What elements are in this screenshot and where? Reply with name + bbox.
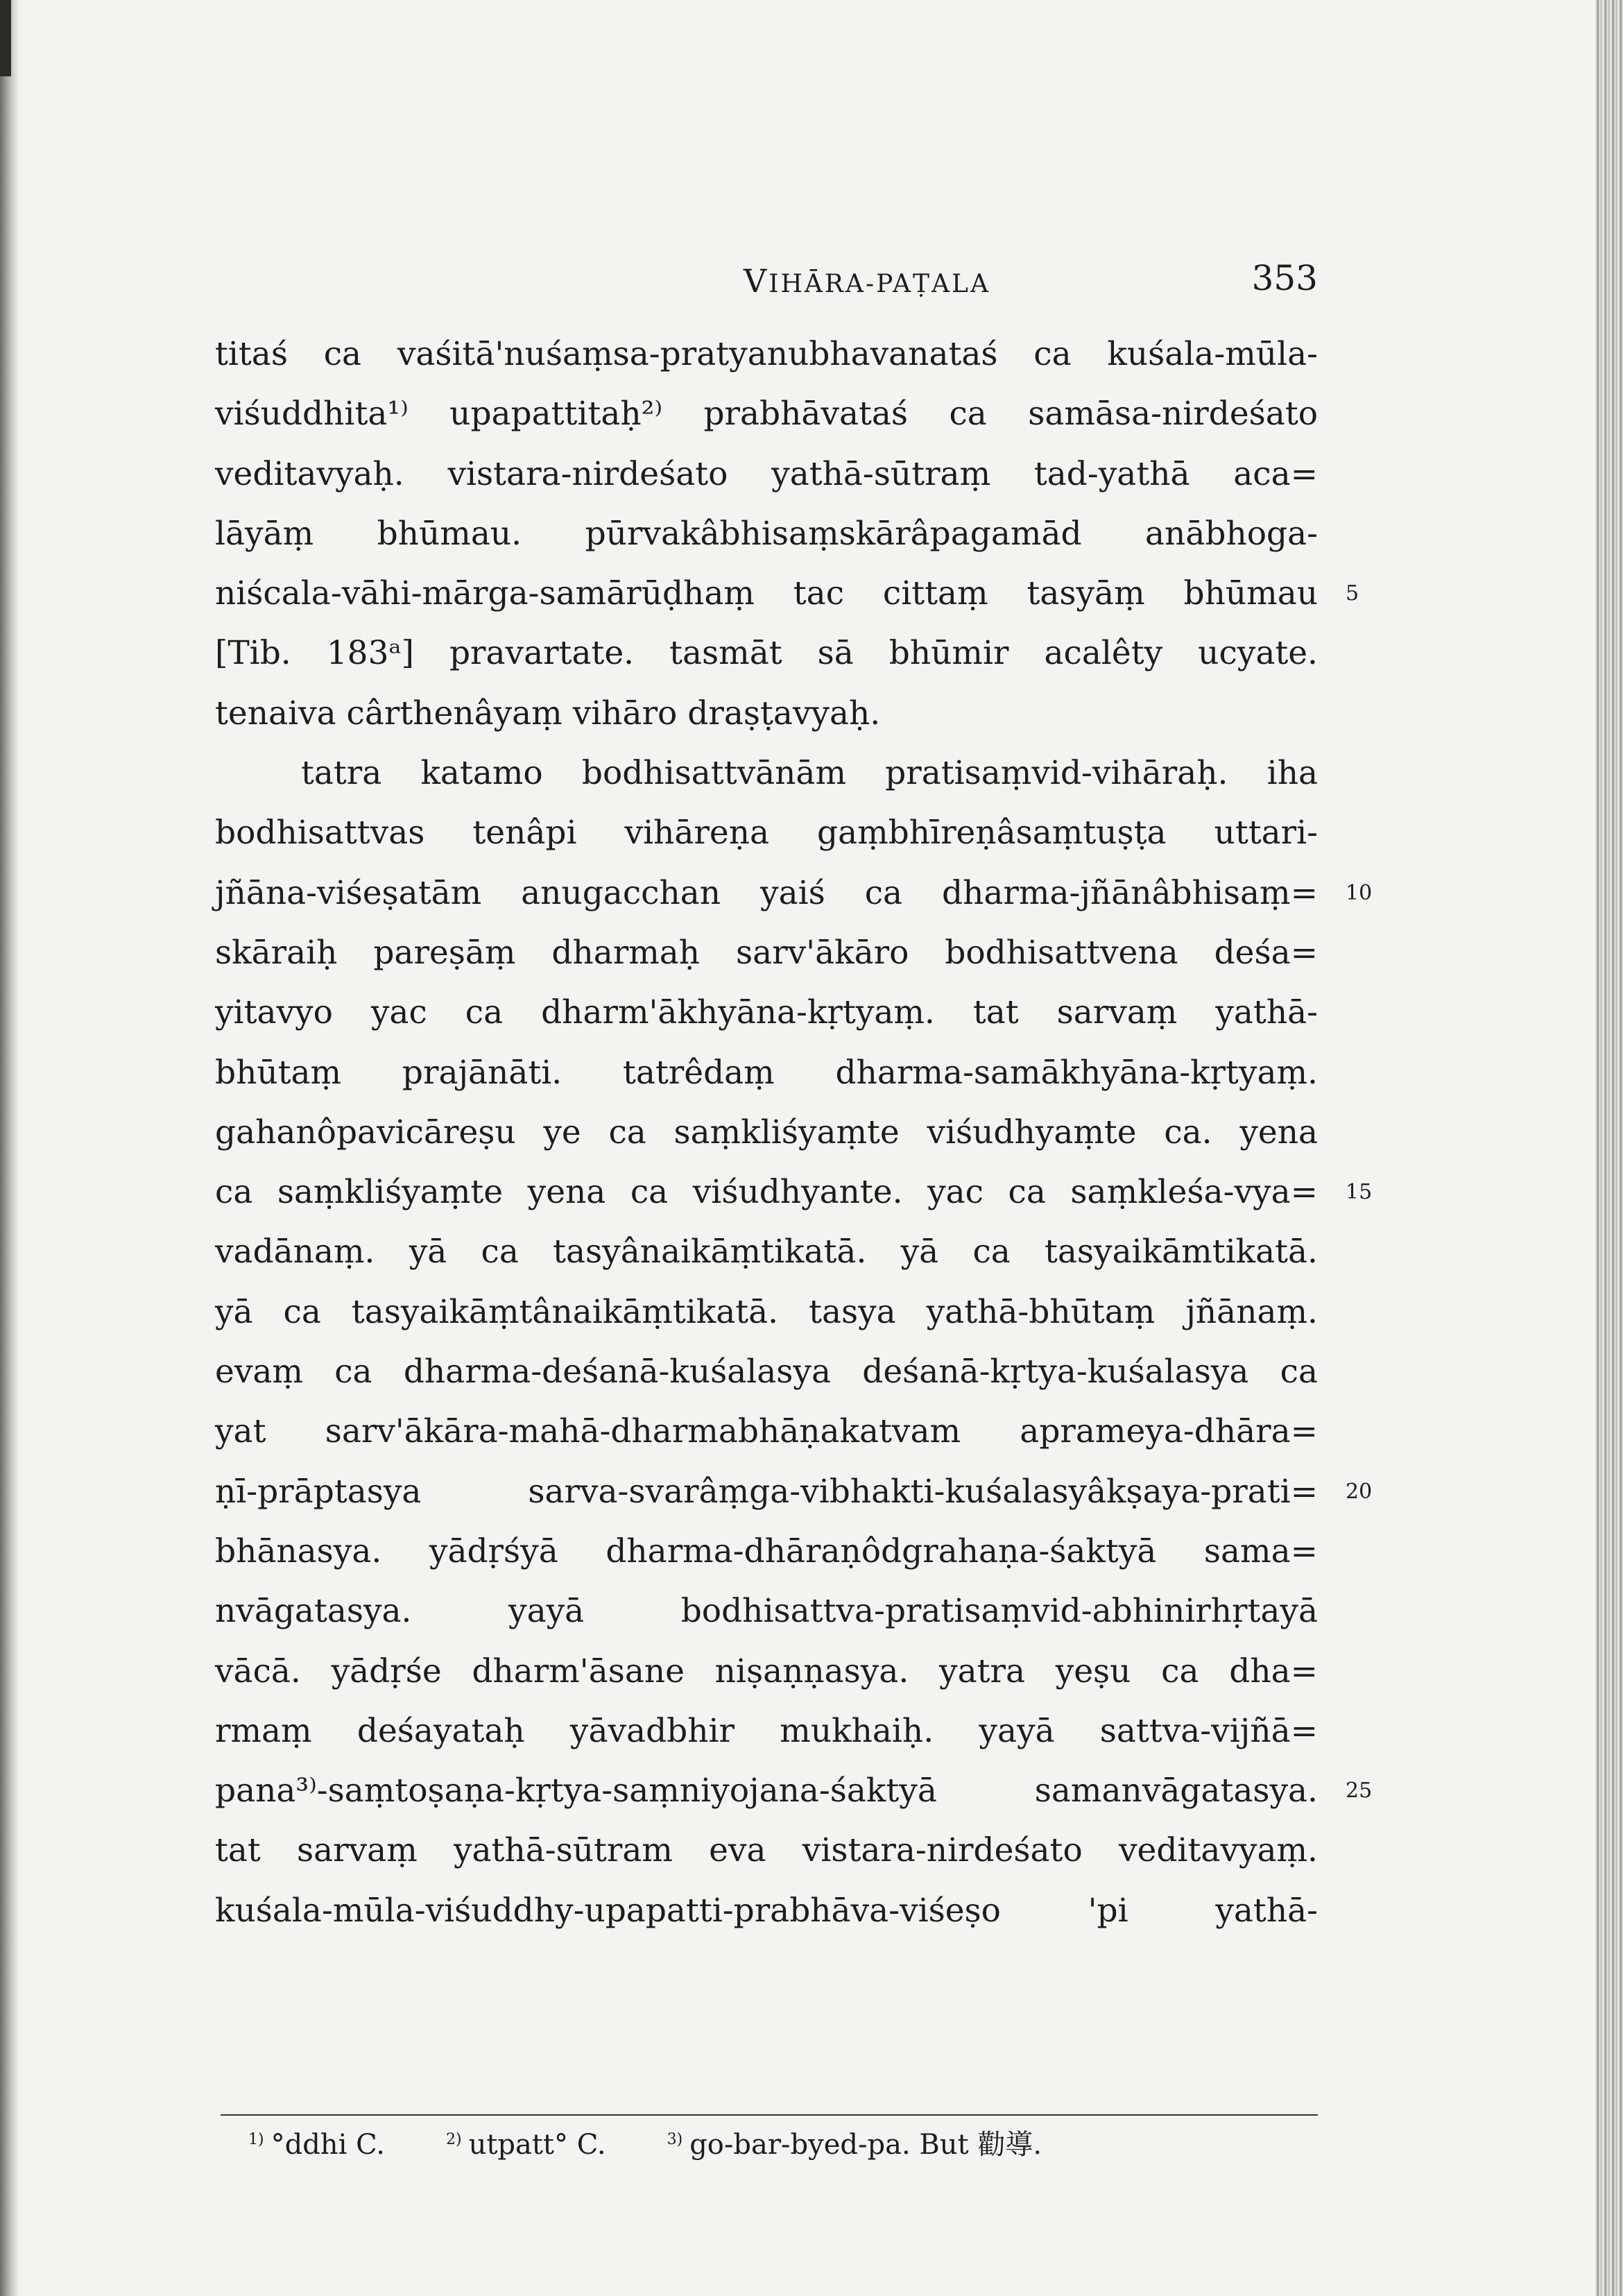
footnote [667, 2124, 1042, 2166]
line-text: yat sarv'ākāra-mahā-dharmabhāṇakatvam aprameya-dhāra= [215, 1412, 1318, 1451]
line-text: vadānaṃ. yā ca tasyânaikāṃtikatā. yā ca tasyaikāmtikatā. [215, 1233, 1318, 1271]
line-text: titaś ca vaśitā'nuśaṃsa-pratyanubhavanataś ca kuśala-mūla- [215, 335, 1318, 373]
line-text: gahanôpavicāreṣu ye ca saṃkliśyaṃte viśudhyaṃte ca. yena [215, 1113, 1318, 1151]
line-text: bhūtaṃ prajānāti. tatrêdaṃ dharma-samākhyāna-kṛtyaṃ. [215, 1053, 1318, 1092]
text-line [215, 1043, 1318, 1103]
line-text: rmaṃ deśayataḥ yāvadbhir mukhaiḥ. yayā sattva-vijñā= [215, 1711, 1318, 1750]
footnote-text: utpatt° C. [468, 2129, 606, 2161]
text-line [215, 1163, 1373, 1222]
text-line [215, 1103, 1318, 1163]
line-text: tenaiva cârthenâyaṃ vihāro draṣṭavyaḥ. [215, 694, 881, 733]
line-text: jñāna-viśeṣatām anugacchan yaiś ca dharma-jñānâbhisaṃ= [215, 873, 1318, 912]
page-number: 353 [1251, 258, 1318, 298]
line-number: 10 [1346, 880, 1373, 905]
text-line [215, 1402, 1318, 1462]
footnote-text: °ddhi C. [270, 2129, 385, 2161]
body-text [215, 325, 1373, 1941]
line-text: bhānasya. yādṛśyā dharma-dhāraṇôdgrahaṇa-śaktyā sama= [215, 1532, 1318, 1570]
text-line [215, 1283, 1318, 1342]
footnote [446, 2124, 606, 2166]
text-line [215, 1821, 1318, 1881]
running-head [624, 262, 1110, 300]
text-line [215, 624, 1318, 683]
running-head-initial: V [744, 262, 769, 300]
scan-edge-left [0, 0, 19, 2296]
scan-edge-right [1595, 0, 1623, 2296]
line-text: yā ca tasyaikāṃtânaikāṃtikatā. tasya yathā-bhūtaṃ jñānaṃ. [215, 1292, 1318, 1331]
footnote [248, 2124, 385, 2166]
text-line [215, 1462, 1373, 1522]
line-text: ca saṃkliśyaṃte yena ca viśudhyante. yac ca saṃkleśa-vya= [215, 1173, 1318, 1212]
line-text: bodhisattvas tenâpi vihāreṇa gaṃbhīreṇâsaṃtuṣṭa uttari- [215, 814, 1318, 853]
text-line [215, 1761, 1373, 1821]
text-line [215, 1522, 1318, 1582]
text-line [215, 1582, 1318, 1641]
scan-shadow-left [0, 0, 11, 76]
text-line [215, 445, 1318, 504]
line-text: ṇī-prāptasya sarva-svarâṃga-vibhakti-kuśalasyâkṣaya-prati= [215, 1472, 1318, 1511]
line-number: 15 [1346, 1180, 1373, 1205]
text-line [215, 983, 1318, 1043]
text-line [215, 923, 1318, 983]
line-text: kuśala-mūla-viśuddhy-upapatti-prabhāva-viśeṣo 'pi yathā- [215, 1891, 1318, 1930]
line-text: viśuddhita¹⁾ upapattitaḥ²⁾ prabhāvataś ca samāsa-nirdeśato [215, 395, 1318, 434]
line-text: tat sarvaṃ yathā-sūtram eva vistara-nirdeśato veditavyaṃ. [215, 1831, 1318, 1870]
text-line [215, 744, 1318, 803]
line-number: 5 [1346, 581, 1359, 606]
text-line [215, 864, 1373, 923]
footnote-text: go-bar-byed-pa. But 勸導. [689, 2129, 1042, 2161]
text-line [215, 1881, 1318, 1941]
footnote-rule [221, 2114, 1318, 2116]
text-line [215, 1702, 1318, 1761]
footnotes [248, 2124, 1316, 2166]
text-line [215, 684, 1318, 744]
line-text: tatra katamo bodhisattvānām pratisaṃvid-vihāraḥ. iha [301, 754, 1318, 793]
running-head-rest: IHĀRA-PAṬALA [768, 270, 990, 298]
text-line [215, 384, 1318, 444]
line-number: 20 [1346, 1479, 1373, 1504]
text-line [215, 1342, 1318, 1402]
text-line [215, 564, 1359, 624]
line-text: lāyāṃ bhūmau. pūrvakâbhisaṃskārâpagamād anābhoga- [215, 514, 1318, 553]
text-line [215, 325, 1318, 384]
line-number: 25 [1346, 1779, 1373, 1804]
text-line [215, 1222, 1318, 1282]
footnote-marker: 2) [445, 2130, 462, 2148]
line-text: veditavyaḥ. vistara-nirdeśato yathā-sūtraṃ tad-yathā aca= [215, 454, 1318, 493]
page-header [208, 258, 1318, 318]
text-line [215, 1642, 1318, 1702]
line-text: pana³⁾-saṃtoṣaṇa-kṛtya-saṃniyojana-śaktyā samanvāgatasya. [215, 1772, 1318, 1810]
line-text: nvāgatasya. yayā bodhisattva-pratisaṃvid-abhinirhṛtayā [215, 1592, 1318, 1631]
footnote-marker: 3) [667, 2130, 683, 2148]
text-line [215, 803, 1318, 863]
footnote-marker: 1) [248, 2130, 264, 2148]
line-text: evaṃ ca dharma-deśanā-kuśalasya deśanā-kṛtya-kuśalasya ca [215, 1353, 1318, 1391]
line-text: [Tib. 183ᵃ] pravartate. tasmāt sā bhūmir acalêty ucyate. [215, 634, 1318, 673]
line-text: skāraiḥ pareṣāṃ dharmaḥ sarv'ākāro bodhisattvena deśa= [215, 933, 1318, 972]
line-text: niścala-vāhi-mārga-samārūḍhaṃ tac cittaṃ tasyāṃ bhūmau [215, 574, 1318, 613]
line-text: yitavyo yac ca dharm'ākhyāna-kṛtyaṃ. tat sarvaṃ yathā- [215, 993, 1318, 1032]
line-text: vācā. yādṛśe dharm'āsane niṣaṇṇasya. yatra yeṣu ca dha= [215, 1652, 1318, 1690]
text-line [215, 504, 1318, 564]
